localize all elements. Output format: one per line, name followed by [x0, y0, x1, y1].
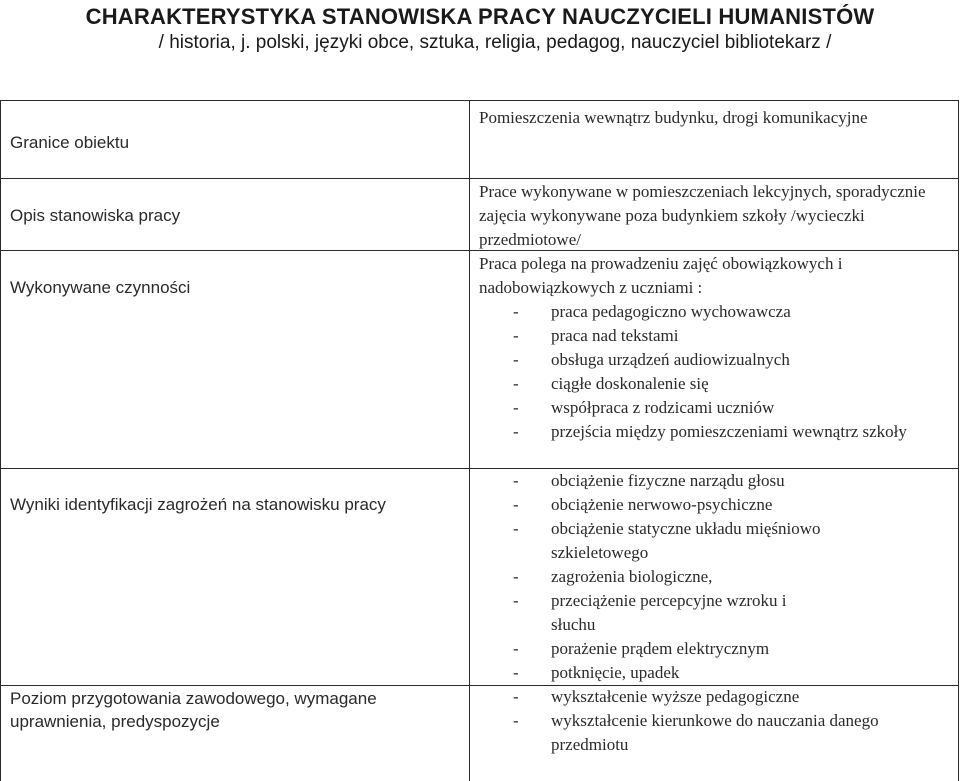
- czynnosci-list: [479, 300, 949, 444]
- characteristics-table: [0, 100, 960, 781]
- label-opis-stanowiska: Opis stanowiska pracy: [10, 206, 181, 225]
- list-item: - praca pedagogiczno wychowawcza: [479, 300, 949, 324]
- label-wyniki-identyfikacji: Wyniki identyfikacji zagrożeń na stanowisku pracy: [10, 495, 386, 514]
- page-title: CHARAKTERYSTYKA STANOWISKA PRACY NAUCZYCIELI HUMANISTÓW: [85, 4, 875, 29]
- label-poziom-przygotowania: Poziom przygotowania zawodowego, wymagane uprawnienia, predyspozycje: [10, 689, 377, 731]
- list-item: - wykształcenie wyższe pedagogiczne: [479, 685, 949, 709]
- zagrozenia-list: [479, 469, 949, 685]
- list-item: - współpraca z rodzicami uczniów: [479, 396, 949, 420]
- label-granice-obiektu: Granice obiektu: [10, 133, 130, 152]
- list-item: - porażenie prądem elektrycznym: [479, 637, 949, 661]
- value-wyniki-identyfikacji: [479, 469, 949, 685]
- list-item: - obsługa urządzeń audiowizualnych: [479, 348, 949, 372]
- list-item: - przejścia między pomieszczeniami wewnątrz szkoły: [479, 420, 949, 444]
- page-subtitle: / historia, j. polski, języki obce, sztuka, religia, pedagog, nauczyciel bibliotekarz /: [158, 32, 832, 53]
- list-item: - obciążenie fizyczne narządu głosu: [479, 469, 949, 493]
- table-right-border: [958, 100, 959, 781]
- value-wykonywane-czynnosci: [479, 252, 949, 444]
- table-left-border: [0, 100, 1, 781]
- czynnosci-intro: Praca polega na prowadzeniu zajęć obowiązkowych i nadobowiązkowych z uczniami :: [479, 254, 843, 297]
- list-item: - potknięcie, upadek: [479, 661, 949, 685]
- wymagania-list: [479, 685, 949, 757]
- list-item: - wykształcenie kierunkowe do nauczania danego przedmiotu: [479, 709, 949, 757]
- label-wykonywane-czynnosci: Wykonywane czynności: [10, 278, 191, 297]
- list-item: - obciążenie nerwowo-psychiczne: [479, 493, 949, 517]
- list-item: - praca nad tekstami: [479, 324, 949, 348]
- table-column-divider: [469, 100, 470, 781]
- list-item: - zagrożenia biologiczne,: [479, 565, 949, 589]
- document-header: [0, 4, 960, 56]
- list-item: - przeciążenie percepcyjne wzroku i słuchu: [479, 589, 949, 637]
- value-poziom-przygotowania: [479, 685, 949, 757]
- value-granice-obiektu: Pomieszczenia wewnątrz budynku, drogi komunikacyjne: [479, 108, 868, 127]
- value-opis-stanowiska: Prace wykonywane w pomieszczeniach lekcyjnych, sporadycznie zajęcia wykonywane poza budynkiem szkoły /wycieczki przedmiotowe/: [479, 182, 926, 249]
- table-top-border: [0, 100, 959, 101]
- row-divider-1: [0, 178, 959, 179]
- list-item: - obciążenie statyczne układu mięśniowo szkieletowego: [479, 517, 949, 565]
- list-item: - ciągłe doskonalenie się: [479, 372, 949, 396]
